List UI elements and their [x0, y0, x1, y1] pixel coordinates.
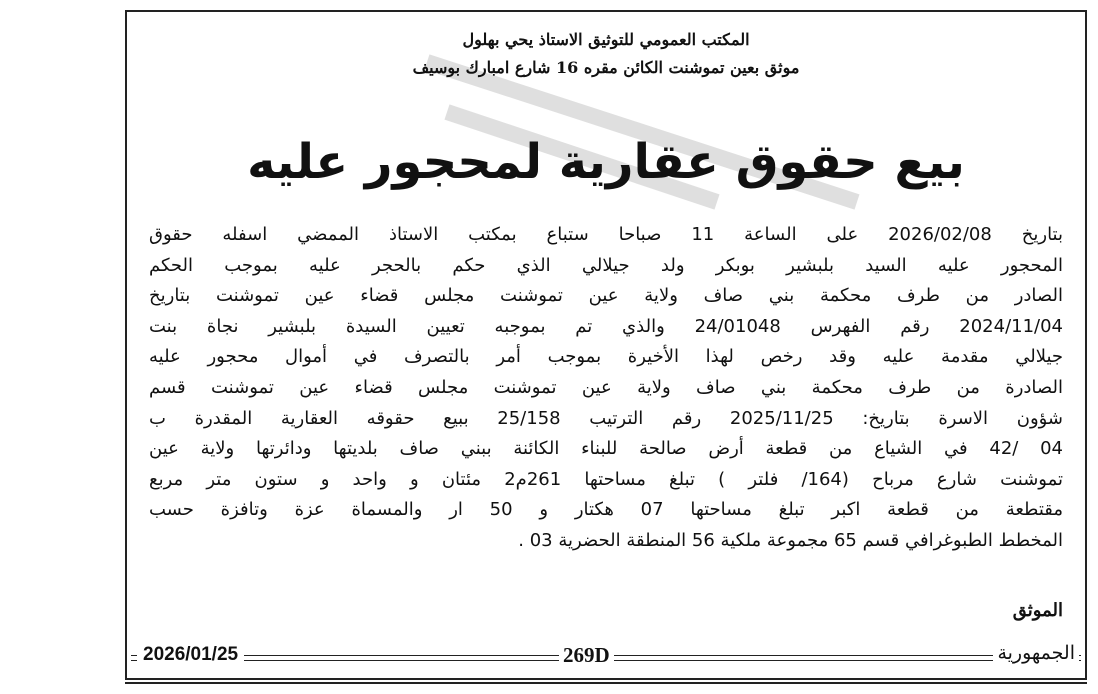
notary-office-name: المكتب العمومي للتوثيق الاستاذ يحي بهلول: [462, 30, 750, 49]
footer-date: 2026/01/25: [137, 644, 244, 666]
notice-title: بيع حقوق عقارية لمحجور عليه: [247, 134, 965, 190]
body-line: بتاريخ 2026/02/08 على الساعة 11 صباحا ستباع بمكتب الاستاذ الممضي اسفله حقوق: [149, 224, 1063, 245]
body-line: تموشنت شارع مرباح (164/ فلتر ) تبلغ مساحتها 261م2 مئتان و واحد و ستون متر مربع: [149, 468, 1063, 490]
notice-body: [149, 220, 1063, 557]
page-footer: [127, 644, 1085, 674]
footer-code: 269D: [559, 643, 614, 668]
notary-signature: الموثق: [1012, 600, 1063, 621]
notice-frame: [125, 10, 1087, 680]
body-line: جيلالي مقدمة عليه وقد رخص لهذا الأخيرة بموجب أمر بالتصرف في أموال محجور عليه: [149, 346, 1063, 368]
bottom-divider: [125, 682, 1087, 684]
body-line: 2024/11/04 رقم الفهرس 24/01048 والذي تم بموجبه تعيين السيدة بلبشير نجاة بنت: [149, 315, 1063, 337]
body-line: 04 /42 في الشياع من قطعة أرض صالحة للبناء الكائنة ببني صاف بلديتها ودائرتها ولاية عين: [149, 438, 1063, 460]
notary-header: [127, 26, 1085, 82]
body-line: مقتطعة من قطعة اكبر تبلغ مساحتها 07 هكتار و 50 ار والمسماة عزة وتافزة حسب: [149, 499, 1063, 521]
notary-address: موثق بعين تموشنت الكائن مقره 16 شارع امبارك بوسيف: [412, 58, 800, 77]
body-line: الصادر من طرف محكمة بني صاف ولاية عين تموشنت مجلس قضاء عين تموشنت بتاريخ: [149, 285, 1063, 307]
publication-name: الجمهورية: [993, 642, 1079, 664]
body-line: الصادرة من طرف محكمة بني صاف ولاية عين تموشنت مجلس قضاء عين تموشنت قسم: [149, 376, 1063, 398]
body-line: المخطط الطبوغرافي قسم 65 مجموعة ملكية 56 المنطقة الحضرية 03 .: [518, 529, 1063, 551]
body-line: شؤون الاسرة بتاريخ: 2025/11/25 رقم الترتيب 25/158 ببيع حقوقه العقارية المقدرة ب: [149, 407, 1063, 429]
body-line: المحجور عليه السيد بلبشير بوبكر ولد جيلالي الذي حكم بالحجر عليه بموجب الحكم: [149, 254, 1063, 276]
